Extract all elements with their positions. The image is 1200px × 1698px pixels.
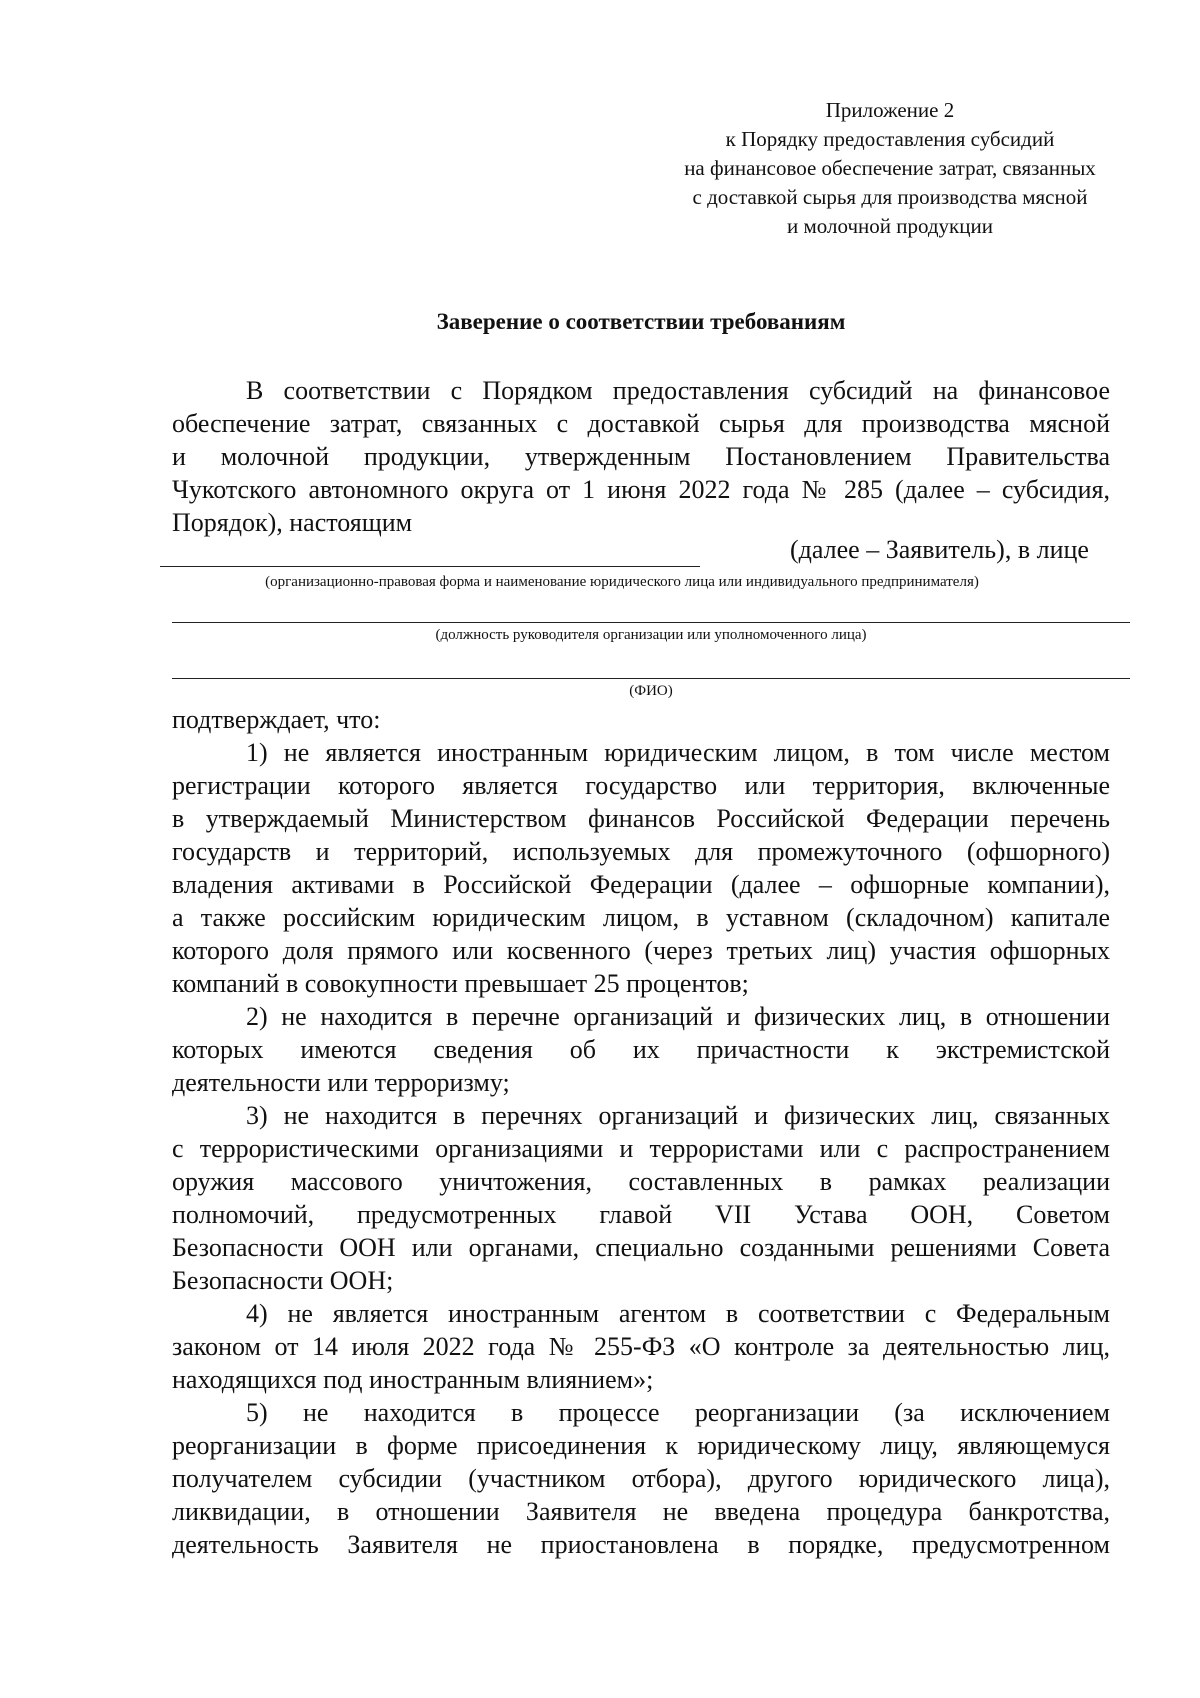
paragraph-line: и молочной продукции, утвержденным Постановлением Правительства: [172, 442, 1110, 471]
fio-blank-line: [172, 678, 1130, 679]
item-3-line: 3) не находится в перечнях организаций и физических лиц, связанных: [246, 1101, 1110, 1130]
item-5-line: 5) не находится в процессе реорганизации (за исключением: [246, 1398, 1110, 1427]
appendix-line: Приложение 2: [825, 98, 955, 122]
org-name-caption: (организационно-правовая форма и наименование юридического лица или индивидуального предпринимателя): [265, 574, 979, 590]
appendix-line: с доставкой сырья для производства мясной: [692, 185, 1088, 209]
item-1-line: в утверждаемый Министерством финансов Российской Федерации перечень: [172, 804, 1110, 833]
item-1-line: которого доля прямого или косвенного (через третьих лиц) участия офшорных: [172, 936, 1110, 965]
item-1-line: 1) не является иностранным юридическим лицом, в том числе местом: [246, 738, 1110, 767]
paragraph-line: Порядок), настоящим: [172, 508, 413, 537]
item-3-line: Безопасности ООН или органами, специально созданными решениями Совета: [172, 1233, 1110, 1262]
item-2-line: деятельности или терроризму;: [172, 1068, 510, 1097]
paragraph-line: В соответствии с Порядком предоставления субсидий на финансовое: [246, 376, 1110, 405]
paragraph-line: Чукотского автономного округа от 1 июня 2022 года № 285 (далее – субсидия,: [172, 475, 1110, 504]
item-2-line: 2) не находится в перечне организаций и физических лиц, в отношении: [246, 1002, 1110, 1031]
document-title: Заверение о соответствии требованиям: [436, 309, 846, 334]
applicant-suffix: (далее – Заявитель), в лице: [790, 535, 1089, 564]
position-blank-line: [172, 622, 1130, 623]
fio-caption: (ФИО): [629, 683, 673, 699]
confirmation-list: [172, 703, 1110, 1561]
appendix-line: к Порядку предоставления субсидий: [725, 127, 1055, 151]
item-5-line: деятельность Заявителя не приостановлена в порядке, предусмотренном: [172, 1530, 1110, 1559]
item-4-line: 4) не является иностранным агентом в соответствии с Федеральным: [246, 1299, 1110, 1328]
item-5-line: ликвидации, в отношении Заявителя не введена процедура банкротства,: [172, 1497, 1110, 1526]
item-1-line: а также российским юридическим лицом, в уставном (складочном) капитале: [172, 903, 1110, 932]
appendix-line: на финансовое обеспечение затрат, связанных: [684, 156, 1096, 180]
item-1-line: государств и территорий, используемых для промежуточного (офшорного): [172, 837, 1110, 866]
item-1-line: регистрации которого является государство или территория, включенные: [172, 771, 1110, 800]
intro-paragraph: [172, 374, 1110, 539]
item-5-line: реорганизации в форме присоединения к юридическому лицу, являющемуся: [172, 1431, 1110, 1460]
appendix-line: и молочной продукции: [787, 214, 993, 238]
paragraph-line: обеспечение затрат, связанных с доставкой сырья для производства мясной: [172, 409, 1110, 438]
item-5-line: получателем субсидии (участником отбора), другого юридического лица),: [172, 1464, 1110, 1493]
item-1-line: владения активами в Российской Федерации (далее – офшорные компании),: [172, 870, 1110, 899]
org-name-blank-line: [160, 566, 700, 567]
item-4-line: законом от 14 июля 2022 года № 255-ФЗ «О контроле за деятельностью лиц,: [172, 1332, 1110, 1361]
item-2-line: которых имеются сведения об их причастности к экстремистской: [172, 1035, 1110, 1064]
appendix-header: [640, 96, 1140, 241]
item-3-line: полномочий, предусмотренных главой VII Устава ООН, Советом: [172, 1200, 1110, 1229]
item-4-line: находящихся под иностранным влиянием»;: [172, 1365, 654, 1394]
item-3-line: Безопасности ООН;: [172, 1266, 394, 1295]
item-3-line: с террористическими организациями и террористами или с распространением: [172, 1134, 1110, 1163]
item-1-line: компаний в совокупности превышает 25 процентов;: [172, 969, 749, 998]
item-3-line: оружия массового уничтожения, составленных в рамках реализации: [172, 1167, 1110, 1196]
confirms-lead: подтверждает, что:: [172, 705, 381, 734]
position-caption: (должность руководителя организации или уполномоченного лица): [435, 627, 867, 643]
